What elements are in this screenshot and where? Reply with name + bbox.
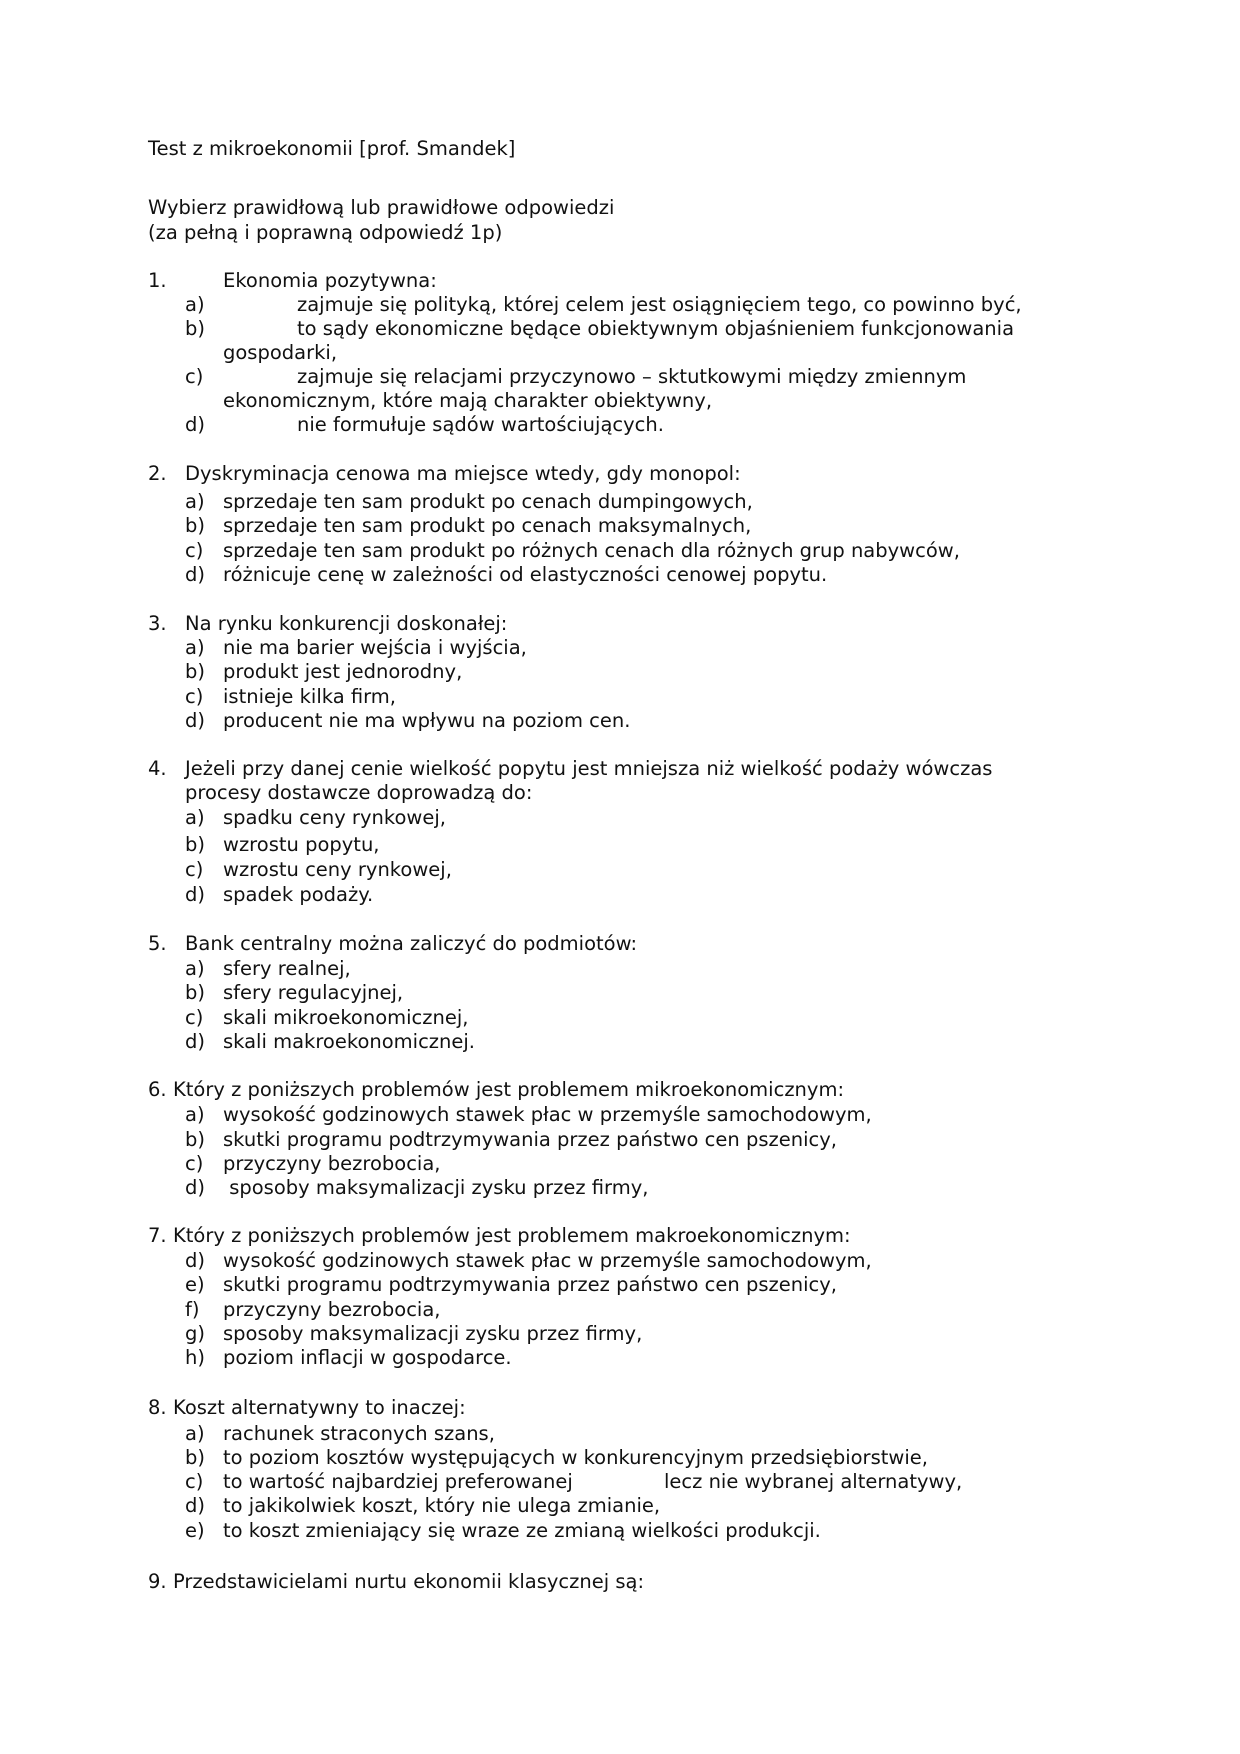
question-number: 4.	[148, 757, 167, 780]
option-text: sprzedaje ten sam produkt po cenach dumpingowych,	[223, 490, 753, 513]
option-label: d)	[185, 1494, 205, 1517]
option-label: c)	[185, 1470, 204, 1493]
option-label: a)	[185, 636, 205, 659]
option-text: różnicuje cenę w zależności od elastyczności cenowej popytu.	[223, 563, 828, 586]
option-label: f)	[185, 1298, 200, 1321]
option-text: istnieje kilka firm,	[223, 685, 396, 708]
option-text: sfery regulacyjnej,	[223, 981, 404, 1004]
option-text: przyczyny bezrobocia,	[223, 1152, 441, 1175]
option-text: wysokość godzinowych stawek płac w przemyśle samochodowym,	[223, 1249, 872, 1272]
option-text-part-2: lecz nie wybranej alternatywy,	[664, 1470, 963, 1493]
option-text: rachunek straconych szans,	[223, 1422, 495, 1445]
option-label: c)	[185, 1152, 204, 1175]
question-number: 5.	[148, 932, 167, 955]
option-text: skali makroekonomicznej.	[223, 1030, 476, 1053]
option-text: producent nie ma wpływu na poziom cen.	[223, 709, 631, 732]
option-text: skutki programu podtrzymywania przez państwo cen pszenicy,	[223, 1128, 837, 1151]
option-label: d)	[185, 413, 205, 436]
question-number: 9.	[148, 1570, 167, 1593]
question-number: 1.	[148, 269, 167, 292]
option-label: d)	[185, 1176, 205, 1199]
option-label: d)	[185, 563, 205, 586]
option-label: d)	[185, 883, 205, 906]
option-label: b)	[185, 981, 205, 1004]
question-number: 7.	[148, 1224, 167, 1247]
option-label: e)	[185, 1519, 205, 1542]
option-text: spadek podaży.	[223, 883, 374, 906]
option-text: to wartość najbardziej preferowanej	[223, 1470, 573, 1493]
option-label: d)	[185, 1249, 205, 1272]
option-label: e)	[185, 1273, 205, 1296]
option-label: a)	[185, 1103, 205, 1126]
option-label: g)	[185, 1322, 205, 1345]
option-text-continuation: gospodarki,	[223, 341, 338, 364]
option-label: h)	[185, 1346, 205, 1369]
option-text: sprzedaje ten sam produkt po różnych cenach dla różnych grup nabywców,	[223, 539, 960, 562]
option-text: sposoby maksymalizacji zysku przez firmy,	[223, 1176, 649, 1199]
question-text: Który z poniższych problemów jest problemem makroekonomicznym:	[173, 1224, 851, 1247]
option-text: sprzedaje ten sam produkt po cenach maksymalnych,	[223, 514, 752, 537]
question-text: Bank centralny można zaliczyć do podmiotów:	[185, 932, 638, 955]
option-label: a)	[185, 293, 205, 316]
option-text: nie ma barier wejścia i wyjścia,	[223, 636, 527, 659]
question-text: Na rynku konkurencji doskonałej:	[185, 612, 508, 635]
option-text: zajmuje się relacjami przyczynowo – sktutkowymi między zmiennym	[297, 365, 967, 388]
option-text: sfery realnej,	[223, 957, 351, 980]
question-number: 6.	[148, 1078, 167, 1101]
option-text: to jakikolwiek koszt, który nie ulega zmianie,	[223, 1494, 661, 1517]
option-label: b)	[185, 1128, 205, 1151]
option-text: spadku ceny rynkowej,	[223, 806, 446, 829]
question-number: 3.	[148, 612, 167, 635]
question-number: 8.	[148, 1396, 167, 1419]
option-text: zajmuje się polityką, której celem jest osiągnięciem tego, co powinno być,	[297, 293, 1022, 316]
option-text: poziom inflacji w gospodarce.	[223, 1346, 512, 1369]
question-text: Koszt alternatywny to inaczej:	[173, 1396, 466, 1419]
option-text: przyczyny bezrobocia,	[223, 1298, 441, 1321]
instruction-line-2: (za pełną i poprawną odpowiedź 1p)	[148, 221, 503, 244]
option-text: wzrostu ceny rynkowej,	[223, 858, 452, 881]
question-text: Który z poniższych problemów jest problemem mikroekonomicznym:	[173, 1078, 845, 1101]
option-label: b)	[185, 833, 205, 856]
option-label: c)	[185, 858, 204, 881]
option-label: c)	[185, 685, 204, 708]
question-number: 2.	[148, 462, 167, 485]
option-text: to poziom kosztów występujących w konkurencyjnym przedsiębiorstwie,	[223, 1446, 928, 1469]
question-text-continuation: procesy dostawcze doprowadzą do:	[185, 781, 533, 804]
option-label: d)	[185, 709, 205, 732]
option-label: a)	[185, 957, 205, 980]
option-text: to koszt zmieniający się wraze ze zmianą wielkości produkcji.	[223, 1519, 821, 1542]
option-label: a)	[185, 490, 205, 513]
option-label: c)	[185, 365, 204, 388]
option-label: b)	[185, 514, 205, 537]
question-text: Przedstawicielami nurtu ekonomii klasycznej są:	[173, 1570, 645, 1593]
option-text: nie formułuje sądów wartościujących.	[297, 413, 664, 436]
option-text: to sądy ekonomiczne będące obiektywnym objaśnieniem funkcjonowania	[297, 317, 1015, 340]
option-text: skali mikroekonomicznej,	[223, 1006, 469, 1029]
document-title: Test z mikroekonomii [prof. Smandek]	[148, 137, 516, 160]
option-label: c)	[185, 539, 204, 562]
option-text: wzrostu popytu,	[223, 833, 380, 856]
option-label: a)	[185, 1422, 205, 1445]
option-label: b)	[185, 317, 205, 340]
option-label: c)	[185, 1006, 204, 1029]
option-text: produkt jest jednorodny,	[223, 660, 463, 683]
option-label: a)	[185, 806, 205, 829]
option-text: sposoby maksymalizacji zysku przez firmy,	[223, 1322, 643, 1345]
question-text: Ekonomia pozytywna:	[223, 269, 437, 292]
instruction-line-1: Wybierz prawidłową lub prawidłowe odpowiedzi	[148, 196, 615, 219]
option-label: b)	[185, 660, 205, 683]
option-label: d)	[185, 1030, 205, 1053]
option-text: wysokość godzinowych stawek płac w przemyśle samochodowym,	[223, 1103, 872, 1126]
option-text: skutki programu podtrzymywania przez państwo cen pszenicy,	[223, 1273, 837, 1296]
question-text: Dyskryminacja cenowa ma miejsce wtedy, gdy monopol:	[185, 462, 741, 485]
option-label: b)	[185, 1446, 205, 1469]
question-text: Jeżeli przy danej cenie wielkość popytu jest mniejsza niż wielkość podaży wówczas	[185, 757, 993, 780]
option-text-continuation: ekonomicznym, które mają charakter obiektywny,	[223, 389, 713, 412]
